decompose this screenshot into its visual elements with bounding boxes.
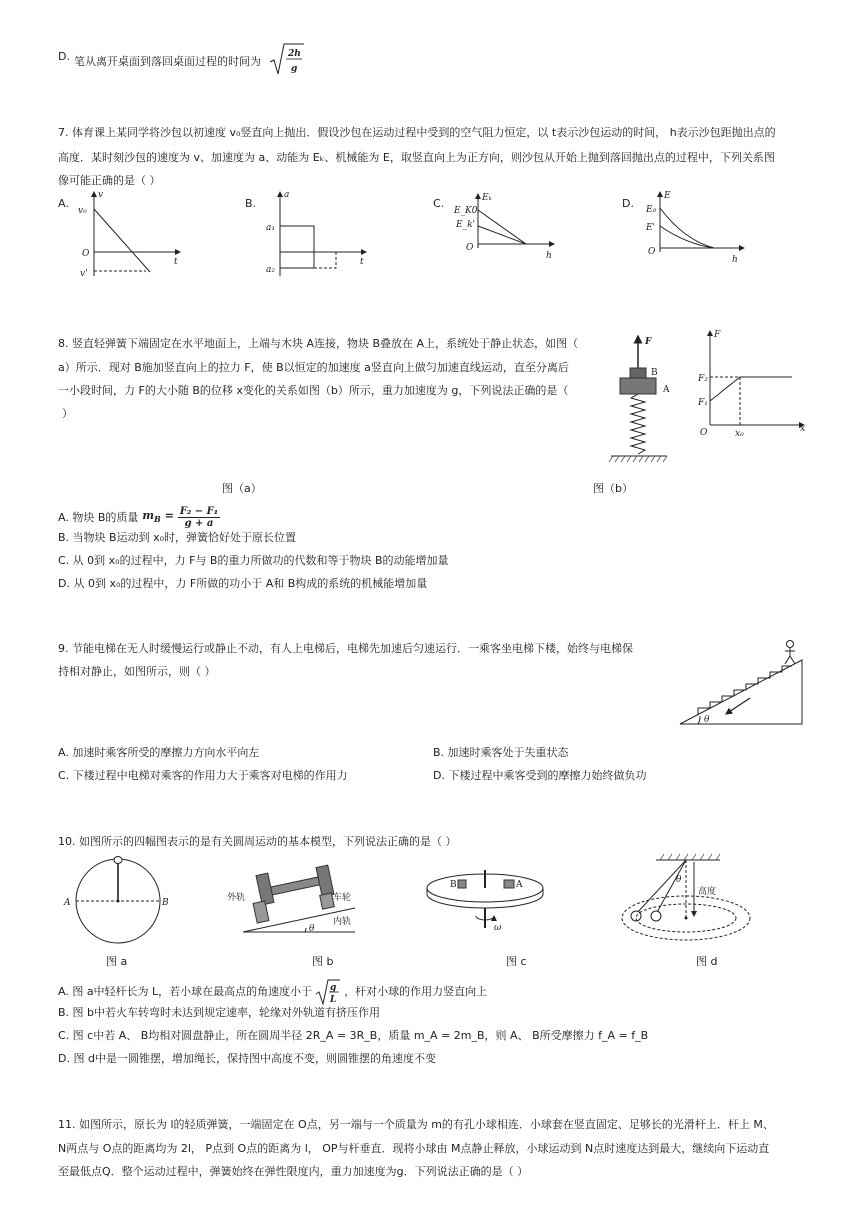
q7b-y-label: a xyxy=(284,190,290,200)
q10-option-a-sqrt xyxy=(315,978,341,1006)
q9-theta: θ xyxy=(704,715,710,725)
q8-caption-b: 图（b） xyxy=(593,482,633,495)
q7c-origin: O xyxy=(466,243,474,253)
q7-graph-b xyxy=(262,188,372,278)
q10-figure-a xyxy=(60,855,180,947)
q8-stem-line2: a）所示．现对 B施加竖直向上的拉力 F，使 B以恒定的加速度 a竖直向上做匀加速直线运动，直至分离后 xyxy=(58,361,569,374)
svg-text:L: L xyxy=(330,995,337,1005)
q8b-f2: F₂ xyxy=(698,374,708,384)
q8-stem-line3: 一小段时间，力 F的大小随 B的位移 x变化的关系如图（b）所示，重力加速度为 g，下列说法正确的是（ xyxy=(58,384,569,397)
q8a-force-label: F xyxy=(645,337,652,347)
q7d-eprime: E' xyxy=(646,223,656,233)
q8-option-b: B. 当物块 B运动到 x₀时，弹簧恰好处于原长位置 xyxy=(58,531,296,544)
q9-option-c: C. 下楼过程中电梯对乘客的作用力大于乘客对电梯的作用力 xyxy=(58,769,348,782)
q7d-x-label: h xyxy=(732,255,738,265)
q6-formula-den: g xyxy=(291,64,298,74)
q7c-y-label: Eₖ xyxy=(482,193,492,203)
q8a-block-a: A xyxy=(663,385,670,395)
q7b-a1: a₁ xyxy=(266,223,275,233)
q10c-label-a: A xyxy=(516,880,523,890)
q10-option-a-text2: ，杆对小球的作用力竖直向上 xyxy=(344,985,488,998)
q10b-outer-rail: 外轨 xyxy=(227,893,246,903)
q10-caption-b: 图 b xyxy=(312,955,334,968)
q7a-v0: v₀ xyxy=(78,206,87,216)
q10-option-a xyxy=(58,978,487,1006)
q9-option-a: A. 加速时乘客所受的摩擦力方向水平向左 xyxy=(58,746,260,759)
q10-option-c: C. 图 c中若 A、 B均相对圆盘静止，所在圆周半径 2R_A = 3R_B，质量 m_A = 2m_B，则 A、 B所受摩擦力 f_A = f_B xyxy=(58,1029,649,1042)
q11-stem-line2: N两点与 O点的距离均为 2l， P点到 O点的距离为 l， OP与杆垂直．现将小球由 M点静止释放，小球运动到 N点时速度达到最大，继续向下运动直 xyxy=(58,1142,770,1155)
q8a-block-b: B xyxy=(651,368,658,378)
svg-text:g: g xyxy=(330,983,337,993)
q7-graph-c xyxy=(450,188,560,268)
q7c-x-label: h xyxy=(546,251,552,261)
q10a-label-b: B xyxy=(162,898,169,908)
q9-option-d: D. 下楼过程中乘客受到的摩擦力始终做负功 xyxy=(433,769,647,782)
q7-stem-line2: 高度．某时刻沙包的速度为 v、加速度为 a、动能为 Eₖ、机械能为 E，取竖直向上为正方向，则沙包从开始上抛到落回抛出点的过程中，下列关系图 xyxy=(58,151,775,164)
q8-stem-line1: 8. 竖直轻弹簧下端固定在水平地面上，上端与木块 A连接，物块 B叠放在 A上，系统处于静止状态，如图（ xyxy=(58,337,579,350)
q8b-x0: x₀ xyxy=(735,429,744,439)
q10-figure-b xyxy=(225,862,365,942)
q10a-label-a: A xyxy=(64,898,71,908)
q10-stem: 10. 如图所示的四幅图表示的是有关圆周运动的基本模型，下列说法正确的是（ ） xyxy=(58,835,457,848)
q9-option-b: B. 加速时乘客处于失重状态 xyxy=(433,746,569,759)
q8-stem-line4: ） xyxy=(62,407,73,420)
q10d-height: 高度 xyxy=(698,887,717,897)
q8b-x-label: x xyxy=(800,424,806,434)
q7-label-a: A. xyxy=(58,197,69,210)
q7-stem-line1: 7. 体育课上某同学将沙包以初速度 v₀竖直向上抛出．假设沙包在运动过程中受到的空气阻力恒定，以 t表示沙包运动的时间， h表示沙包距抛出点的 xyxy=(58,126,776,139)
q10-figure-c xyxy=(420,858,560,938)
q8-option-a-lhs: $m_B$ = xyxy=(142,508,174,525)
q9-stem-line2: 持相对静止，如图所示，则（ ） xyxy=(58,665,216,678)
q8-option-a-text: A. 物块 B的质量 xyxy=(58,510,139,524)
q6-sqrt-formula xyxy=(268,40,308,78)
q8-option-d: D. 从 0到 x₀的过程中，力 F所做的功小于 A和 B构成的系统的机械能增加量 xyxy=(58,577,428,590)
q9-stem-line1: 9. 节能电梯在无人时缓慢运行或静止不动，有人上电梯后，电梯先加速后匀速运行．一乘客坐电梯下楼，始终与电梯保 xyxy=(58,642,633,655)
q7c-ekprime: E_k' xyxy=(456,220,475,230)
q7a-vprime: v' xyxy=(80,269,88,279)
q7a-origin: O xyxy=(82,249,90,259)
q10d-theta: θ xyxy=(676,875,682,885)
q8-option-a xyxy=(58,506,220,529)
q10-option-a-text1: A. 图 a中轻杆长为 L，若小球在最高点的角速度小于 xyxy=(58,985,313,998)
q10c-omega: ω xyxy=(494,923,502,933)
q8b-y-label: F xyxy=(714,330,721,340)
q10-option-b: B. 图 b中若火车转弯时未达到规定速率，轮缘对外轨道有挤压作用 xyxy=(58,1006,381,1019)
q6-formula-num: 2h xyxy=(288,49,301,59)
q7b-x-label: t xyxy=(360,257,364,267)
q10b-theta: θ xyxy=(309,924,315,934)
q7-label-d: D. xyxy=(622,197,634,210)
q6-option-d-text: 笔从离开桌面到落回桌面过程的时间为 xyxy=(74,55,261,68)
q10-caption-c: 图 c xyxy=(506,955,527,968)
q10c-label-b: B xyxy=(450,880,457,890)
q11-stem-line3: 至最低点Q．整个运动过程中，弹簧始终在弹性限度内，重力加速度为g．下列说法正确的是（ ） xyxy=(58,1165,529,1178)
q7d-e0: E₀ xyxy=(646,205,657,215)
q8b-origin: O xyxy=(700,428,708,438)
q6-option-d-label: D. xyxy=(58,50,70,63)
q10-caption-d: 图 d xyxy=(696,955,718,968)
q7b-a2: a₂ xyxy=(266,265,275,275)
q10-figure-d xyxy=(616,852,766,944)
q11-stem-line1: 11. 如图所示，原长为 l的轻质弹簧，一端固定在 O点，另一端与一个质量为 m的有孔小球相连．小球套在竖直固定、足够长的光滑杆上．杆上 M、 xyxy=(58,1118,774,1131)
q9-escalator-figure xyxy=(678,636,808,728)
q7-graph-d xyxy=(640,188,750,268)
q7d-origin: O xyxy=(648,247,656,257)
q7c-ek0: E_K0 xyxy=(454,206,478,216)
q8-option-a-fraction: $\frac{\text{F₂ − F₁}}{g + a}$ xyxy=(179,506,219,529)
q8-figure-b xyxy=(694,325,809,445)
q7-label-b: B. xyxy=(245,197,257,210)
q10b-inner-rail: 内轨 xyxy=(333,917,352,927)
q7-label-c: C. xyxy=(433,197,445,210)
q10-option-d: D. 图 d中是一圆锥摆，增加绳长，保持图中高度不变，则圆锥摆的角速度不变 xyxy=(58,1052,436,1065)
q7a-x-label: t xyxy=(174,257,178,267)
q7-stem-line3: 像可能正确的是（ ） xyxy=(58,174,161,187)
q8-option-c: C. 从 0到 x₀的过程中，力 F与 B的重力所做功的代数和等于物块 B的动能增加量 xyxy=(58,554,449,567)
q7a-y-label: v xyxy=(98,190,104,200)
q7d-y-label: E xyxy=(664,191,671,201)
q10b-wheel: 车轮 xyxy=(333,893,352,903)
q8b-f1: F₁ xyxy=(698,398,708,408)
q7-graph-a xyxy=(76,188,186,278)
q10-caption-a: 图 a xyxy=(106,955,128,968)
q8-figure-a xyxy=(605,332,685,467)
q8-caption-a: 图（a） xyxy=(222,482,262,495)
